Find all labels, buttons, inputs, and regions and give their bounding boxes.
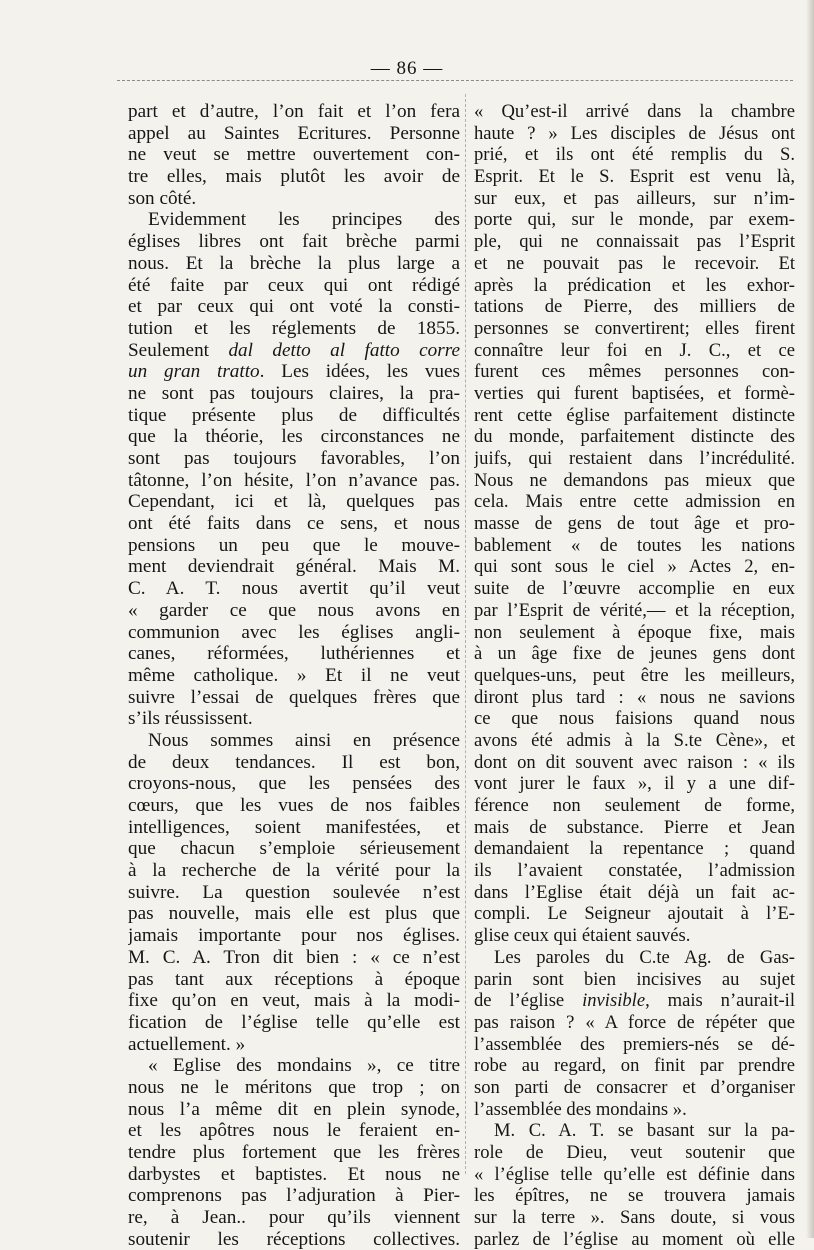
text-line: de l’église invisible, mais n’aurait-il	[474, 990, 795, 1012]
text-line: cœurs, que les vues de nos faibles	[128, 795, 460, 816]
text-line: Esprit. Et le S. Esprit est venu là,	[474, 166, 795, 188]
column-divider	[465, 94, 466, 1174]
text-line: l’assemblée des mondains ».	[474, 1098, 687, 1120]
text-line: Cependant, ici et là, quelques pas	[128, 491, 460, 513]
text-line: dont on dit souvent avec raison : « ils	[474, 751, 795, 773]
text-line: personnes se convertirent; elles firent	[474, 317, 795, 339]
text-line: tations de Pierre, des milliers de	[474, 296, 795, 318]
text-line: férence non seulement de forme,	[474, 795, 795, 816]
text-line: masse de gens de tout âge et pro-	[474, 513, 795, 535]
text-line: pas raison ? « A force de répéter que	[474, 1011, 795, 1033]
right-column	[474, 101, 795, 1250]
text-line: tendre plus fortement que les frères	[128, 1142, 460, 1163]
text-line: tre elles, mais plutôt les avoir de	[128, 166, 460, 188]
text-line: M. C. A. Tron dit bien : « ce n’est	[128, 946, 460, 968]
text-line: intelligences, soient manifestées, et	[128, 816, 460, 838]
text-line: cela. Mais entre cette admission en	[474, 491, 795, 513]
text-line: tâtonne, l’on hésite, l’on n’avance pas.	[128, 469, 460, 491]
text-line: son parti de consacrer et d’organiser	[474, 1076, 795, 1098]
text-line: que la théorie, les circonstances ne	[128, 426, 460, 448]
text-line: ne sont pas toujours claires, la pra-	[128, 382, 460, 404]
text-line: églises libres ont fait brèche parmi	[128, 231, 460, 253]
page-number: — 86 —	[370, 58, 444, 79]
text-line: ils l’avaient constatée, l’admission	[474, 860, 795, 882]
text-line: porte qui, sur le monde, par exem-	[474, 209, 795, 231]
text-line: mais de substance. Pierre et Jean	[474, 816, 795, 838]
text-line: tique présente plus de difficultés	[128, 404, 460, 426]
text-line: les épîtres, ne se trouvera jamais	[474, 1185, 795, 1207]
text-line: glise ceux qui étaient sauvés.	[474, 925, 691, 947]
text-line: nous l’a même dit en plein synode,	[128, 1098, 460, 1120]
text-line: nous ne le méritons que trop ; on	[128, 1076, 460, 1098]
text-line: été faite par ceux qui ont rédigé	[128, 274, 460, 296]
text-line: sont pas toujours favorables, l’on	[128, 448, 460, 469]
text-line: fixe qu’on en veut, mais à la modi-	[128, 990, 460, 1012]
text-line: avons été admis à la S.te Cène», et	[474, 729, 795, 751]
text-line: Evidemment les principes des	[148, 209, 460, 231]
text-line: C. A. T. nous avertit qu’il veut	[128, 578, 460, 600]
text-line: suite de l’œuvre accomplie en eux	[474, 578, 795, 600]
text-line: jamais importante pour nos églises.	[128, 925, 460, 947]
text-line: prié, et ils ont été remplis du S.	[474, 144, 795, 166]
text-line: parlez de l’église au moment où elle	[474, 1228, 795, 1250]
text-line: soutenir les réceptions collectives.	[128, 1228, 460, 1250]
text-line: pas nouvelle, mais elle est plus que	[128, 903, 460, 925]
text-line: que chacun s’emploie sérieusement	[128, 838, 460, 860]
text-line: et par ceux qui ont voté la consti-	[128, 296, 460, 318]
text-line: « Qu’est-il arrivé dans la chambre	[474, 101, 795, 122]
text-line: part et d’autre, l’on fait et l’on fera	[128, 101, 460, 122]
text-line: ple, qui ne connaissait pas l’Esprit	[474, 231, 795, 253]
text-line: non seulement à époque fixe, mais	[474, 621, 795, 643]
text-line: actuellement. »	[128, 1033, 246, 1055]
text-line: s’ils réussissent.	[128, 708, 253, 730]
text-line: « l’église telle qu’elle est définie dans	[474, 1163, 795, 1185]
text-line: compli. Le Seigneur ajoutait à l’E-	[474, 903, 795, 925]
text-line: connaître leur foi en J. C., et ce	[474, 339, 795, 361]
text-line: pas tant aux réceptions à époque	[128, 968, 460, 990]
text-line: role de Dieu, veut soutenir que	[474, 1142, 795, 1163]
text-line: juifs, qui restaient dans l’incrédulité.	[474, 448, 795, 469]
text-line: Nous ne demandons pas mieux que	[474, 469, 795, 491]
text-line: un gran tratto. Les idées, les vues	[128, 361, 460, 383]
text-line: Seulement dal detto al fatto corre	[128, 339, 460, 361]
text-line: l’assemblée des premiers-nés se dé-	[474, 1033, 795, 1055]
text-line: ne veut se mettre ouvertement con-	[128, 144, 460, 166]
text-line: canes, réformées, luthériennes et	[128, 643, 460, 665]
text-line: par l’Esprit de vérité,— et la réception,	[474, 599, 795, 621]
text-line: robe au regard, on finit par prendre	[474, 1055, 795, 1077]
text-line: parin sont bien incisives au sujet	[474, 968, 795, 990]
text-line: et les apôtres nous le feraient en-	[128, 1120, 460, 1142]
text-line: son côté.	[128, 187, 197, 209]
text-line: nous. Et la brèche la plus large a	[128, 252, 460, 274]
page-edge-shadow	[806, 0, 814, 1238]
text-line: M. C. A. T. se basant sur la pa-	[494, 1120, 795, 1142]
text-line: pensions un peu que le mouve-	[128, 534, 460, 556]
text-line: furent ces mêmes personnes con-	[474, 361, 795, 383]
text-line: diront plus tard : « nous ne savions	[474, 686, 795, 708]
text-line: vont jurer le faux », il y a une dif-	[474, 773, 795, 795]
text-line: bablement « de toutes les nations	[474, 534, 795, 556]
text-line: quelques-uns, peut être les meilleurs,	[474, 664, 795, 686]
text-line: tution et les réglements de 1855.	[128, 317, 460, 339]
text-line: de deux tendances. Il est bon,	[128, 751, 460, 773]
text-line: ont été faits dans ce sens, et nous	[128, 513, 460, 535]
text-line: appel au Saintes Ecritures. Personne	[128, 122, 460, 144]
text-line: Nous sommes ainsi en présence	[148, 729, 460, 751]
text-line: verties qui furent baptisées, et formè-	[474, 382, 795, 404]
text-line: demandaient la repentance ; quand	[474, 838, 795, 860]
text-line: haute ? » Les disciples de Jésus ont	[474, 122, 795, 144]
text-line: et ne pouvait pas le recevoir. Et	[474, 252, 795, 274]
text-line: dans l’Eglise était déjà un fait ac-	[474, 881, 795, 903]
text-line: à la recherche de la vérité pour la	[128, 860, 460, 882]
text-line: ce que nous faisions quand nous	[474, 708, 795, 730]
text-line: sur eux, et pas ailleurs, sur n’im-	[474, 187, 795, 209]
text-line: après la prédication et les exhor-	[474, 274, 795, 296]
text-line: darbystes et baptistes. Et nous ne	[128, 1163, 460, 1185]
text-line: communion avec les églises angli-	[128, 621, 460, 643]
text-line: fication de l’église telle qu’elle est	[128, 1011, 460, 1033]
text-line: même catholique. » Et il ne veut	[128, 664, 460, 686]
text-line: Les paroles du C.te Ag. de Gas-	[494, 946, 795, 968]
text-line: rent cette église parfaitement distincte	[474, 404, 795, 426]
text-line: suivre. La question soulevée n’est	[128, 881, 460, 903]
left-column	[128, 101, 460, 1250]
text-line: à un âge fixe de jeunes gens dont	[474, 643, 795, 665]
text-line: comprenons pas l’adjuration à Pier-	[128, 1185, 460, 1207]
text-line: suivre l’essai de quelques frères que	[128, 686, 460, 708]
text-line: ment deviendrait général. Mais M.	[128, 556, 460, 578]
text-line: sur la terre ». Sans doute, si vous	[474, 1207, 795, 1229]
text-line: qui sont sous le ciel » Actes 2, en-	[474, 556, 795, 578]
text-line: « garder ce que nous avons en	[128, 599, 460, 621]
text-line: re, à Jean.. pour qu’ils viennent	[128, 1207, 460, 1229]
text-line: du monde, parfaitement distincte des	[474, 426, 795, 448]
header-rule	[117, 80, 793, 81]
text-line: « Eglise des mondains », ce titre	[148, 1055, 460, 1077]
text-line: croyons-nous, que les pensées des	[128, 773, 460, 795]
